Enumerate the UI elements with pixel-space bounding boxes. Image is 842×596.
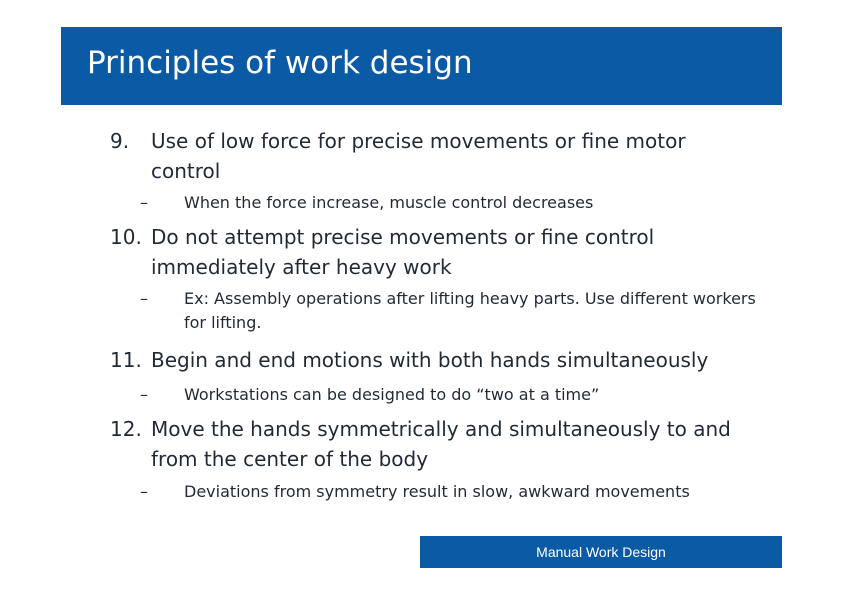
sub-item-text: Ex: Assembly operations after lifting heavy parts. Use different workers for lifting. <box>184 289 756 332</box>
item-number: 10. <box>110 225 142 249</box>
item-text: Move the hands symmetrically and simultaneously to and from the center of the body <box>151 417 731 471</box>
item-number: 9. <box>110 129 130 153</box>
dash-bullet: – <box>140 385 148 404</box>
item-text: Do not attempt precise movements or fine control immediately after heavy work <box>151 225 655 279</box>
title-bar <box>61 27 782 105</box>
item-number: 11. <box>110 348 142 372</box>
sub-item-text: Workstations can be designed to do “two at a time” <box>184 385 600 404</box>
sub-item-text: Deviations from symmetry result in slow, awkward movements <box>184 482 690 501</box>
item-text: Begin and end motions with both hands simultaneously <box>151 348 709 372</box>
page-title: Principles of work design <box>87 45 473 81</box>
item-text: Use of low force for precise movements or fine motor control <box>151 129 686 183</box>
footer-bar <box>420 536 782 568</box>
sub-item-text: When the force increase, muscle control decreases <box>184 193 594 212</box>
item-number: 12. <box>110 417 142 441</box>
footer-label: Manual Work Design <box>536 544 666 560</box>
dash-bullet: – <box>140 193 148 212</box>
dash-bullet: – <box>140 482 148 501</box>
dash-bullet: – <box>140 289 148 308</box>
